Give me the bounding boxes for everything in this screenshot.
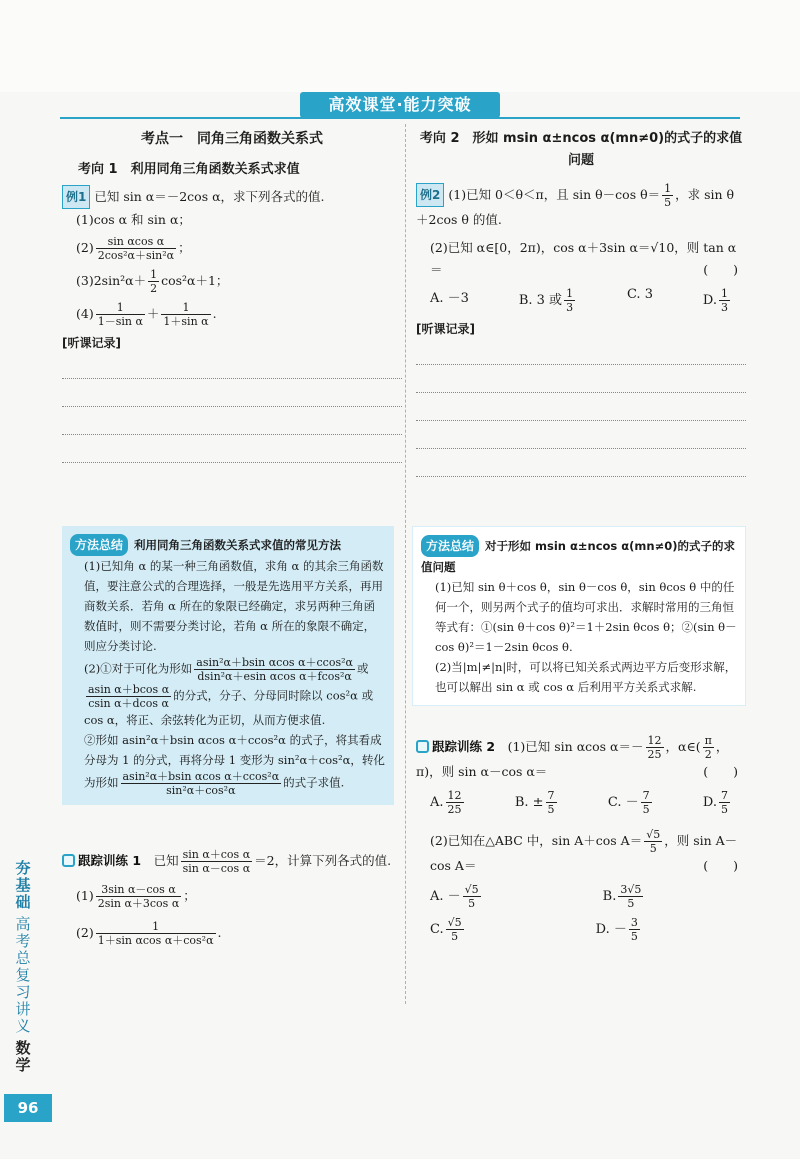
lecture-notes-label: [听课记录]	[62, 336, 121, 350]
left-column	[62, 124, 402, 463]
tracking-1-label: 跟踪训练 1	[78, 853, 142, 868]
option-c: C. $\frac{√5}{5}$	[430, 916, 462, 943]
method-summary-title: 对于形如 msin α±ncos α(mn≠0)的式子的求值问题	[421, 539, 735, 574]
notes-line	[416, 449, 746, 477]
option-b: B. ± $\frac{7}{5}$	[514, 789, 555, 816]
direction-1-title: 考向 1 利用同角三角函数关系式求值	[78, 162, 300, 177]
option-d: D. － $\frac{3}{5}$	[595, 916, 638, 943]
method-summary-tag: 方法总结	[421, 535, 479, 557]
option-b: B. $\frac{3√5}{5}$	[602, 883, 642, 910]
column-divider	[405, 124, 406, 1004]
tracking-1-q1: (1) $\frac{\text{3sin α－cos α}}{\text{2sin α＋3cos α}}$ ；	[76, 883, 196, 910]
tracking-2-q1-options	[416, 789, 746, 816]
notes-line	[62, 407, 402, 435]
method-summary-box-left	[62, 526, 394, 805]
notes-line	[62, 351, 402, 379]
notes-line	[62, 435, 402, 463]
right-column	[416, 124, 746, 477]
option-a: A. $\frac{12}{25}$	[430, 789, 462, 816]
option-d: D. $\frac{1}{3}$	[702, 287, 728, 314]
example-1-stem: 例1 已知 sin α＝－2cos α，求下列各式的值.	[62, 185, 402, 209]
method-point-1: (1)已知 sin θ＋cos θ，sin θ－cos θ，sin θcos θ 中的任何一个，则另两个式子的值均可求出．求解时常用的三角恒等式有：①(sin θ＋cos θ)²＝1＋2sin θcos θ；②(sin θ－cos θ)²＝1－2sin θcos θ.	[435, 580, 737, 654]
series-vertical: 高考总复习讲义	[15, 915, 31, 1035]
brand-vertical: 夯基础	[15, 859, 31, 911]
tracking-2-label: 跟踪训练 2	[432, 739, 496, 754]
exercise-icon	[62, 854, 75, 867]
exercise-icon	[416, 740, 429, 753]
method-summary-title: 利用同角三角函数关系式求值的常见方法	[134, 538, 342, 552]
tracking-2-q2-options-row2	[416, 916, 746, 943]
example-1-q1: (1)cos α 和 sin α；	[76, 212, 191, 227]
notes-line	[416, 337, 746, 365]
example-1-q2: (2) $\frac{\text{sin αcos α}}{\text{2cos²α＋sin²α}}$ ；	[76, 235, 191, 262]
example-1-q3: (3)2sin²α＋ $\frac{1}{2}$ cos²α＋1；	[76, 268, 229, 295]
option-d: D. $\frac{7}{5}$	[702, 789, 728, 816]
example-2-part-1: 例2 (1)已知 0＜θ＜π，且 sin θ－cos θ＝ $\frac{1}{5}$ ，求 sin θ＋2cos θ 的值.	[416, 182, 735, 227]
tracking-1-q2: (2) $\frac{1}{\text{1＋sin αcos α＋cos²α}}$ .	[76, 920, 222, 947]
example-1-q4: (4) $\frac{1}{\text{1－sin α}}$ ＋ $\frac{1}{\text{1＋sin α}}$ .	[76, 301, 217, 328]
direction-2-title: 考向 2 形如 msin α±ncos α(mn≠0)的式子的求值问题	[419, 131, 743, 168]
tracking-exercise-2: 跟踪训练 2 (1)已知 sin αcos α＝－ $\frac{12}{25}$ ，α∈( $\frac{\pi}{2}$ ，π)，则 sin α－cos α＝ ( ) A. $\frac{12}{25}$ B. ± $\frac{7}{5}$ C. － $\frac{7}{5}$ D. $\frac{7}{5}$ (2)已知在△ABC 中，sin A＋cos A＝ $\frac{√5}{5}$ ，则 sin A－cos A＝ ( ) A. － $\frac{√5}{5}$ B. $\frac{3√5}{5}$ C. $\frac{√5}{5}$ D. － $\frac{3}{5}$	[416, 734, 746, 949]
top-margin	[0, 0, 800, 92]
lecture-notes-label: [听课记录]	[416, 322, 475, 336]
notes-line	[62, 379, 402, 407]
notes-line	[416, 365, 746, 393]
example-2-part-2: (2)已知 α∈[0，2π)，cos α＋3sin α＝√10，则 tan α＝ ( )	[430, 240, 738, 277]
method-point-1: (1)已知角 α 的某一种三角函数值，求角 α 的其余三角函数值，要注意公式的合理选择，一般是先选用平方关系，再用商数关系．若角 α 所在的象限已经确定，求另两种三角函数值时，则不需要分类讨论，若角 α 所在的象限不确定，则应分类讨论.	[84, 559, 384, 653]
subject-vertical: 数学	[15, 1039, 31, 1074]
method-summary-box-right	[412, 526, 746, 706]
notes-line	[416, 393, 746, 421]
page-number: 96	[4, 1094, 52, 1122]
banner-rule	[60, 117, 740, 119]
tracking-2-q2: (2)已知在△ABC 中，sin A＋cos A＝ $\frac{√5}{5}$ ，则 sin A－cos A＝ ( )	[430, 828, 738, 873]
example-2-options	[416, 287, 746, 314]
option-c: C. 3	[626, 287, 653, 302]
tracking-2-q2-options-row1	[416, 883, 746, 910]
example-2-label: 例2	[416, 183, 444, 207]
section-title: 考点一 同角三角函数关系式	[141, 131, 323, 147]
method-point-2: (2)当|m|≠|n|时，可以将已知关系式两边平方后变形求解，也可以解出 sin α 或 cos α 后利用平方关系式求解.	[435, 660, 737, 694]
method-point-3: ②形如 asin²α＋bsin αcos α＋ccos²α 的式子，将其看成分母为 1 的分式，再将分母 1 变形为 sin²α＋cos²α，转化为形如 $\frac{\text{asin²α＋bsin αcos α＋ccos²α}}{\text{sin²α＋cos²α}}$ 的式子求值.	[84, 733, 385, 797]
example-1-label: 例1	[62, 185, 90, 209]
option-a: A. － $\frac{√5}{5}$	[430, 883, 479, 910]
tracking-exercise-1: 跟踪训练 1 已知 $\frac{\text{sin α＋cos α}}{\text{sin α－cos α}}$ ＝2，计算下列各式的值. (1) $\frac{\text{3sin α－cos α}}{\text{2sin α＋3cos α}}$ ； (2) $\frac{1}{\text{1＋sin αcos α＋cos²α}}$ .	[62, 848, 396, 947]
method-point-2: (2)①对于可化为形如 $\frac{\text{asin²α＋bsin αcos α＋ccos²α}}{\text{dsin²α＋esin αcos α＋fcos²α}}$ 或 $\frac{\text{asin α＋bcos α}}{\text{csin α＋dcos α}}$ 的分式，分子、分母同时除以 cos²α 或 cos α，将正、余弦转化为正切，从而方便求值.	[84, 656, 374, 727]
page-banner: 高效课堂·能力突破	[300, 92, 500, 118]
notes-line	[416, 421, 746, 449]
option-b: B. 3 或 $\frac{1}{3}$	[518, 287, 574, 314]
option-a: A. －3	[430, 291, 469, 306]
method-summary-tag: 方法总结	[70, 534, 128, 556]
option-c: C. － $\frac{7}{5}$	[607, 789, 650, 816]
